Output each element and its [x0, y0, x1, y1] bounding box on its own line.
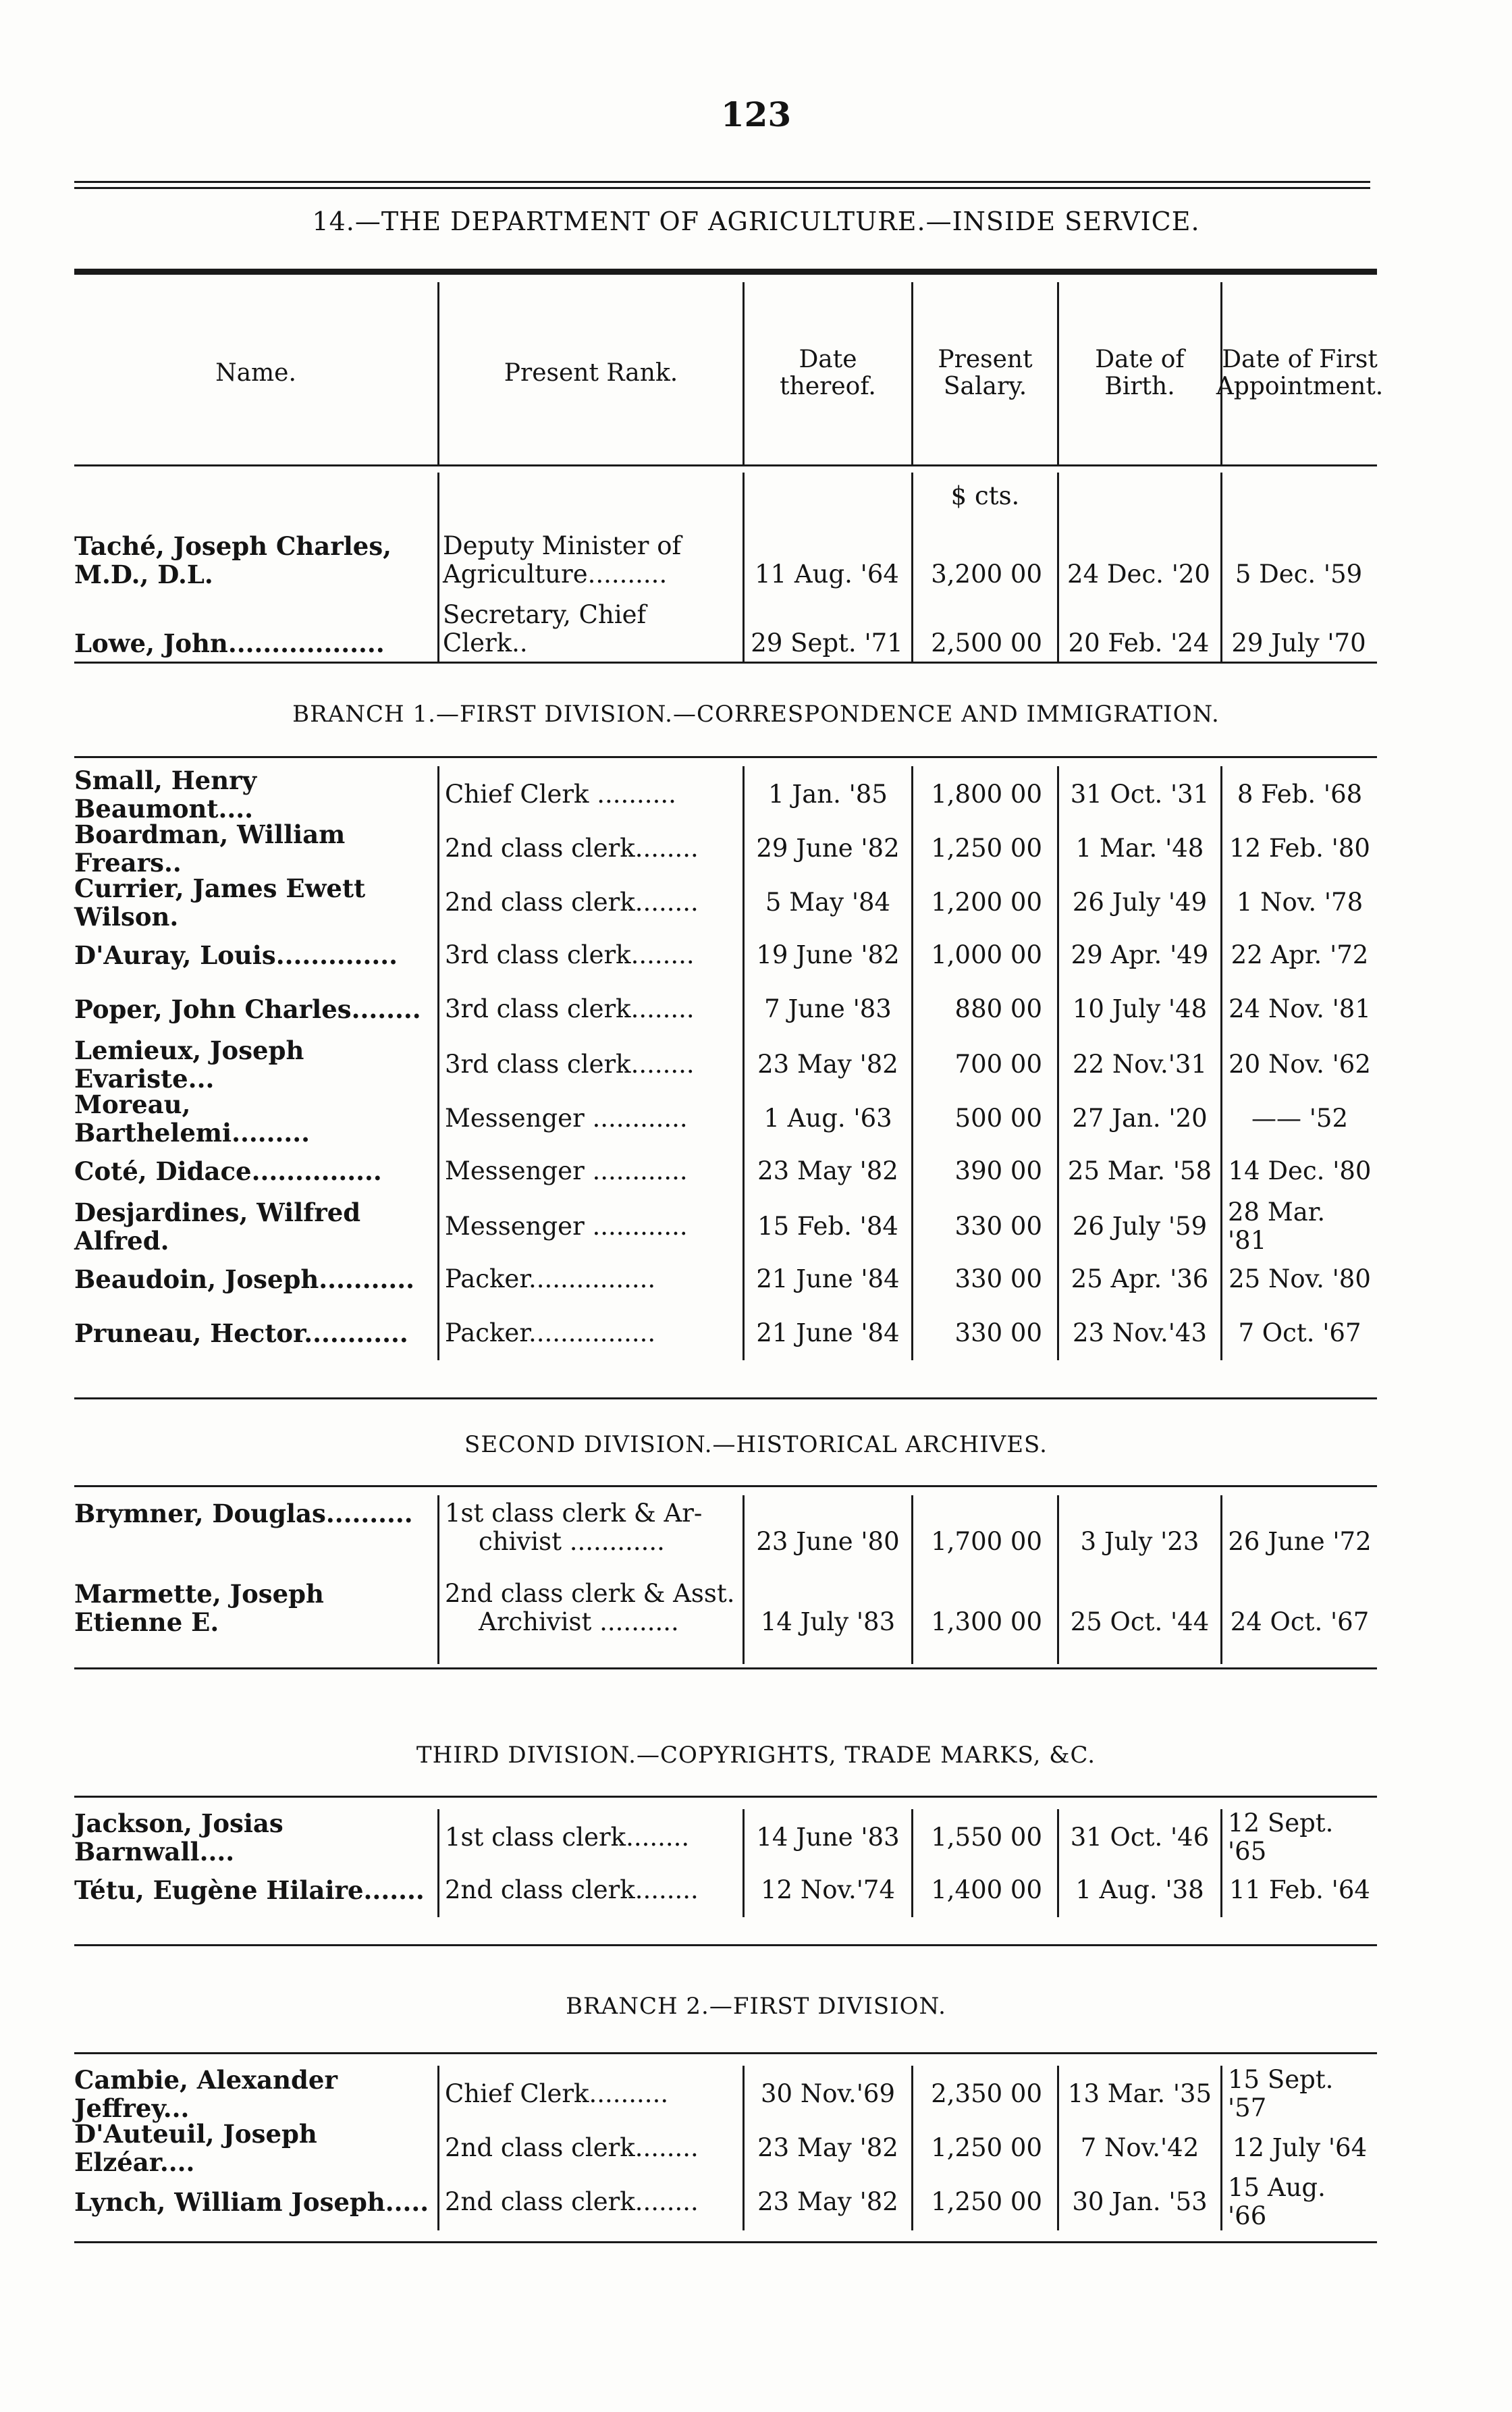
row-name: Cambie, Alexander Jeffrey...: [74, 2065, 338, 2123]
row-date: 15 Feb. '84: [742, 1198, 911, 1255]
row-name: Moreau, Barthelemi.........: [74, 1090, 310, 1148]
row-rank: 1st class clerk........: [437, 1809, 742, 1866]
row-birth: 23 Nov.'43: [1057, 1306, 1220, 1360]
top-double-rule: [74, 181, 1370, 189]
table-row: [74, 1198, 1377, 1256]
row-rank: [437, 1495, 742, 1590]
row-birth: 22 Nov.'31: [1057, 1036, 1220, 1093]
row-salary: 500 00: [911, 1090, 1057, 1147]
table-header: [74, 282, 1384, 464]
header-date: Date thereof.: [742, 282, 911, 464]
row-date: 21 June '84: [742, 1252, 911, 1306]
row-first-appointment: 12 July '64: [1220, 2120, 1377, 2176]
table-row: [74, 1808, 1377, 1867]
row-date: 21 June '84: [742, 1306, 911, 1360]
row-date: 30 Nov.'69: [742, 2066, 911, 2122]
row-rank: 2nd class clerk........: [437, 874, 742, 931]
row-name: Currier, James Ewett Wilson.: [74, 874, 366, 932]
row-date: 11 Aug. '64: [755, 560, 899, 589]
table-row: [74, 525, 1377, 589]
row-rank: Deputy Minister of Agriculture..........: [443, 531, 682, 589]
row-name: Lemieux, Joseph Evariste...: [74, 1036, 304, 1094]
table-row: [74, 1036, 1377, 1094]
row-birth: 25 Apr. '36: [1057, 1252, 1220, 1306]
section-heading: THIRD DIVISION.—COPYRIGHTS, TRADE MARKS, &C.: [416, 1742, 1096, 1769]
row-name-text: Brymner, Douglas..........: [74, 1499, 413, 1528]
row-first-appointment: 12 Feb. '80: [1220, 820, 1377, 877]
section-rule: [74, 662, 1377, 664]
row-rank: Messenger ............: [437, 1198, 742, 1255]
header-salary: Present Salary.: [911, 282, 1057, 464]
row-name: Desjardines, Wilfred Alfred.: [74, 1198, 361, 1256]
row-first-appointment: 29 July '70: [1231, 628, 1366, 658]
row-first-appointment: 15 Aug. '66: [1220, 2174, 1377, 2230]
row-rank: 2nd class clerk........: [437, 1863, 742, 1917]
row-birth: 26 July '59: [1057, 1198, 1220, 1255]
row-birth: 7 Nov.'42: [1057, 2120, 1220, 2176]
row-rank-line1: 1st class clerk & Ar-: [445, 1499, 703, 1528]
row-first-appointment: 11 Feb. '64: [1220, 1863, 1377, 1917]
row-name: Tétu, Eugène Hilaire.......: [74, 1875, 425, 1905]
row-salary: 3,200 00: [931, 560, 1042, 589]
row-name: Lowe, John..................: [74, 628, 385, 658]
row-first-appointment: 8 Feb. '68: [1220, 766, 1377, 823]
table-row: [74, 1252, 1377, 1306]
row-salary: 1,000 00: [911, 928, 1057, 982]
header-top-rule: [74, 269, 1377, 275]
row-birth: 13 Mar. '35: [1057, 2066, 1220, 2122]
table-row: [74, 766, 1377, 824]
section-rule: [74, 756, 1377, 758]
row-birth: 30 Jan. '53: [1057, 2174, 1220, 2230]
row-name: [74, 1495, 437, 1590]
row-rank: Messenger ............: [437, 1090, 742, 1147]
row-rank: [437, 1580, 742, 1664]
row-birth: 1 Aug. '38: [1057, 1863, 1220, 1917]
table-row: [74, 1495, 1377, 1590]
header-rank: Present Rank.: [437, 282, 742, 464]
row-rank: 2nd class clerk........: [437, 820, 742, 877]
page-number: 123: [720, 95, 792, 134]
row-name: Jackson, Josias Barnwall....: [74, 1808, 284, 1867]
row-rank: Packer................: [437, 1252, 742, 1306]
row-rank: Chief Clerk ..........: [437, 766, 742, 823]
row-date: 14 July '83: [742, 1580, 911, 1664]
row-first-appointment: 7 Oct. '67: [1220, 1306, 1377, 1360]
table-row: [74, 820, 1377, 878]
row-name-text: Marmette, Joseph Etienne E.: [74, 1579, 324, 1637]
row-name: Small, Henry Beaumont....: [74, 766, 257, 824]
row-rank: Packer................: [437, 1306, 742, 1360]
row-birth: 31 Oct. '31: [1057, 766, 1220, 823]
section-rule: [74, 1485, 1377, 1487]
row-rank-line2: Archivist ..........: [479, 1607, 679, 1636]
table-row: [74, 1580, 1377, 1664]
row-rank: 2nd class clerk........: [437, 2174, 742, 2230]
section-rule: [74, 1944, 1377, 1946]
table-row: [74, 982, 1377, 1036]
header-birth: Date of Birth.: [1057, 282, 1220, 464]
page-title: 14.—THE DEPARTMENT OF AGRICULTURE.—INSIDE SERVICE.: [312, 207, 1200, 236]
table-row: [74, 1144, 1377, 1198]
row-salary: 880 00: [911, 982, 1057, 1036]
row-date: 23 May '82: [742, 1036, 911, 1093]
row-date: 7 June '83: [742, 982, 911, 1036]
row-first-appointment: 26 June '72: [1220, 1495, 1377, 1590]
section-rule: [74, 1667, 1377, 1669]
row-first-appointment: 12 Sept. '65: [1220, 1809, 1377, 1866]
row-name: Boardman, William Frears..: [74, 820, 346, 878]
row-birth: 26 July '49: [1057, 874, 1220, 931]
row-birth: 25 Oct. '44: [1057, 1580, 1220, 1664]
row-date: 23 May '82: [742, 2120, 911, 2176]
table-row: [74, 1306, 1377, 1360]
row-birth: 3 July '23: [1057, 1495, 1220, 1590]
table-row: [74, 1090, 1377, 1148]
row-salary: 1,550 00: [911, 1809, 1057, 1866]
row-rank-line1: 2nd class clerk & Asst.: [445, 1579, 735, 1608]
row-salary: 1,250 00: [911, 820, 1057, 877]
row-name: Coté, Didace...............: [74, 1156, 382, 1186]
row-salary: 2,350 00: [911, 2066, 1057, 2122]
section-rule: [74, 2052, 1377, 2054]
row-salary: 390 00: [911, 1144, 1057, 1198]
row-salary: 330 00: [911, 1252, 1057, 1306]
section-rule: [74, 1796, 1377, 1798]
section-heading: BRANCH 1.—FIRST DIVISION.—CORRESPONDENCE AND IMMIGRATION.: [292, 701, 1220, 728]
row-rank-line2: chivist ............: [479, 1527, 665, 1556]
row-date: 23 May '82: [742, 2174, 911, 2230]
row-salary: 1,200 00: [911, 874, 1057, 931]
row-salary: 1,800 00: [911, 766, 1057, 823]
row-date: 19 June '82: [742, 928, 911, 982]
row-salary: 700 00: [911, 1036, 1057, 1093]
row-salary: 1,300 00: [911, 1580, 1057, 1664]
row-salary: 1,250 00: [911, 2120, 1057, 2176]
row-name: [74, 1580, 437, 1664]
row-first-appointment: 1 Nov. '78: [1220, 874, 1377, 931]
row-rank: 2nd class clerk........: [437, 2120, 742, 2176]
row-first-appointment: 22 Apr. '72: [1220, 928, 1377, 982]
row-first-appointment: 14 Dec. '80: [1220, 1144, 1377, 1198]
table-row: [74, 2119, 1377, 2177]
row-birth: 29 Apr. '49: [1057, 928, 1220, 982]
row-name: Pruneau, Hector............: [74, 1318, 408, 1348]
row-rank: 3rd class clerk........: [437, 928, 742, 982]
row-first-appointment: 24 Nov. '81: [1220, 982, 1377, 1036]
row-rank: Chief Clerk..........: [437, 2066, 742, 2122]
row-salary: 2,500 00: [931, 628, 1042, 658]
currency-label: $ cts.: [950, 481, 1020, 510]
row-date: 5 May '84: [742, 874, 911, 931]
row-first-appointment: 20 Nov. '62: [1220, 1036, 1377, 1093]
row-date: 29 Sept. '71: [751, 628, 903, 658]
row-first-appointment: 28 Mar. '81: [1220, 1198, 1377, 1255]
row-salary: 1,400 00: [911, 1863, 1057, 1917]
row-first-appointment: 25 Nov. '80: [1220, 1252, 1377, 1306]
row-name: D'Auray, Louis..............: [74, 940, 398, 970]
table-row: [74, 2174, 1377, 2228]
header-first: Date of First Appointment.: [1220, 282, 1377, 464]
row-date: 23 June '80: [742, 1495, 911, 1590]
row-date: 14 June '83: [742, 1809, 911, 1866]
row-date: 1 Aug. '63: [742, 1090, 911, 1147]
row-name: D'Auteuil, Joseph Elzéar....: [74, 2119, 317, 2177]
row-birth: 20 Feb. '24: [1068, 628, 1210, 658]
row-name: Beaudoin, Joseph...........: [74, 1264, 414, 1294]
row-salary: 330 00: [911, 1198, 1057, 1255]
row-birth: 1 Mar. '48: [1057, 820, 1220, 877]
row-name: Taché, Joseph Charles, M.D., D.L.: [74, 531, 392, 589]
row-birth: 25 Mar. '58: [1057, 1144, 1220, 1198]
row-date: 12 Nov.'74: [742, 1863, 911, 1917]
table-row: [74, 600, 1377, 658]
row-first-appointment: 24 Oct. '67: [1220, 1580, 1377, 1664]
row-birth: 31 Oct. '46: [1057, 1809, 1220, 1866]
section-heading: BRANCH 2.—FIRST DIVISION.: [566, 1993, 946, 2020]
header-name: Name.: [215, 359, 296, 387]
row-salary: 1,250 00: [911, 2174, 1057, 2230]
header-bottom-rule: [74, 464, 1377, 466]
row-rank: 3rd class clerk........: [437, 982, 742, 1036]
row-name: Lynch, William Joseph.....: [74, 2187, 429, 2217]
table-row: [74, 2065, 1377, 2123]
row-date: 1 Jan. '85: [742, 766, 911, 823]
row-rank: 3rd class clerk........: [437, 1036, 742, 1093]
table-row: [74, 874, 1377, 932]
row-first-appointment: 15 Sept. '57: [1220, 2066, 1377, 2122]
row-date: 29 June '82: [742, 820, 911, 877]
row-first-appointment: 5 Dec. '59: [1235, 560, 1363, 589]
section-heading: SECOND DIVISION.—HISTORICAL ARCHIVES.: [464, 1431, 1048, 1458]
row-birth: 24 Dec. '20: [1067, 560, 1210, 589]
row-birth: 10 July '48: [1057, 982, 1220, 1036]
table-row: [74, 1863, 1377, 1917]
row-rank: Messenger ............: [437, 1144, 742, 1198]
section-rule: [74, 1397, 1377, 1399]
row-salary: 330 00: [911, 1306, 1057, 1360]
row-date: 23 May '82: [742, 1144, 911, 1198]
table-row: [74, 928, 1377, 982]
row-salary: 1,700 00: [911, 1495, 1057, 1590]
row-rank: Secretary, Chief Clerk..: [443, 600, 647, 658]
row-name: Poper, John Charles........: [74, 994, 421, 1024]
bottom-rule: [74, 2241, 1377, 2243]
row-first-appointment: —— '52: [1220, 1090, 1377, 1147]
row-birth: 27 Jan. '20: [1057, 1090, 1220, 1147]
